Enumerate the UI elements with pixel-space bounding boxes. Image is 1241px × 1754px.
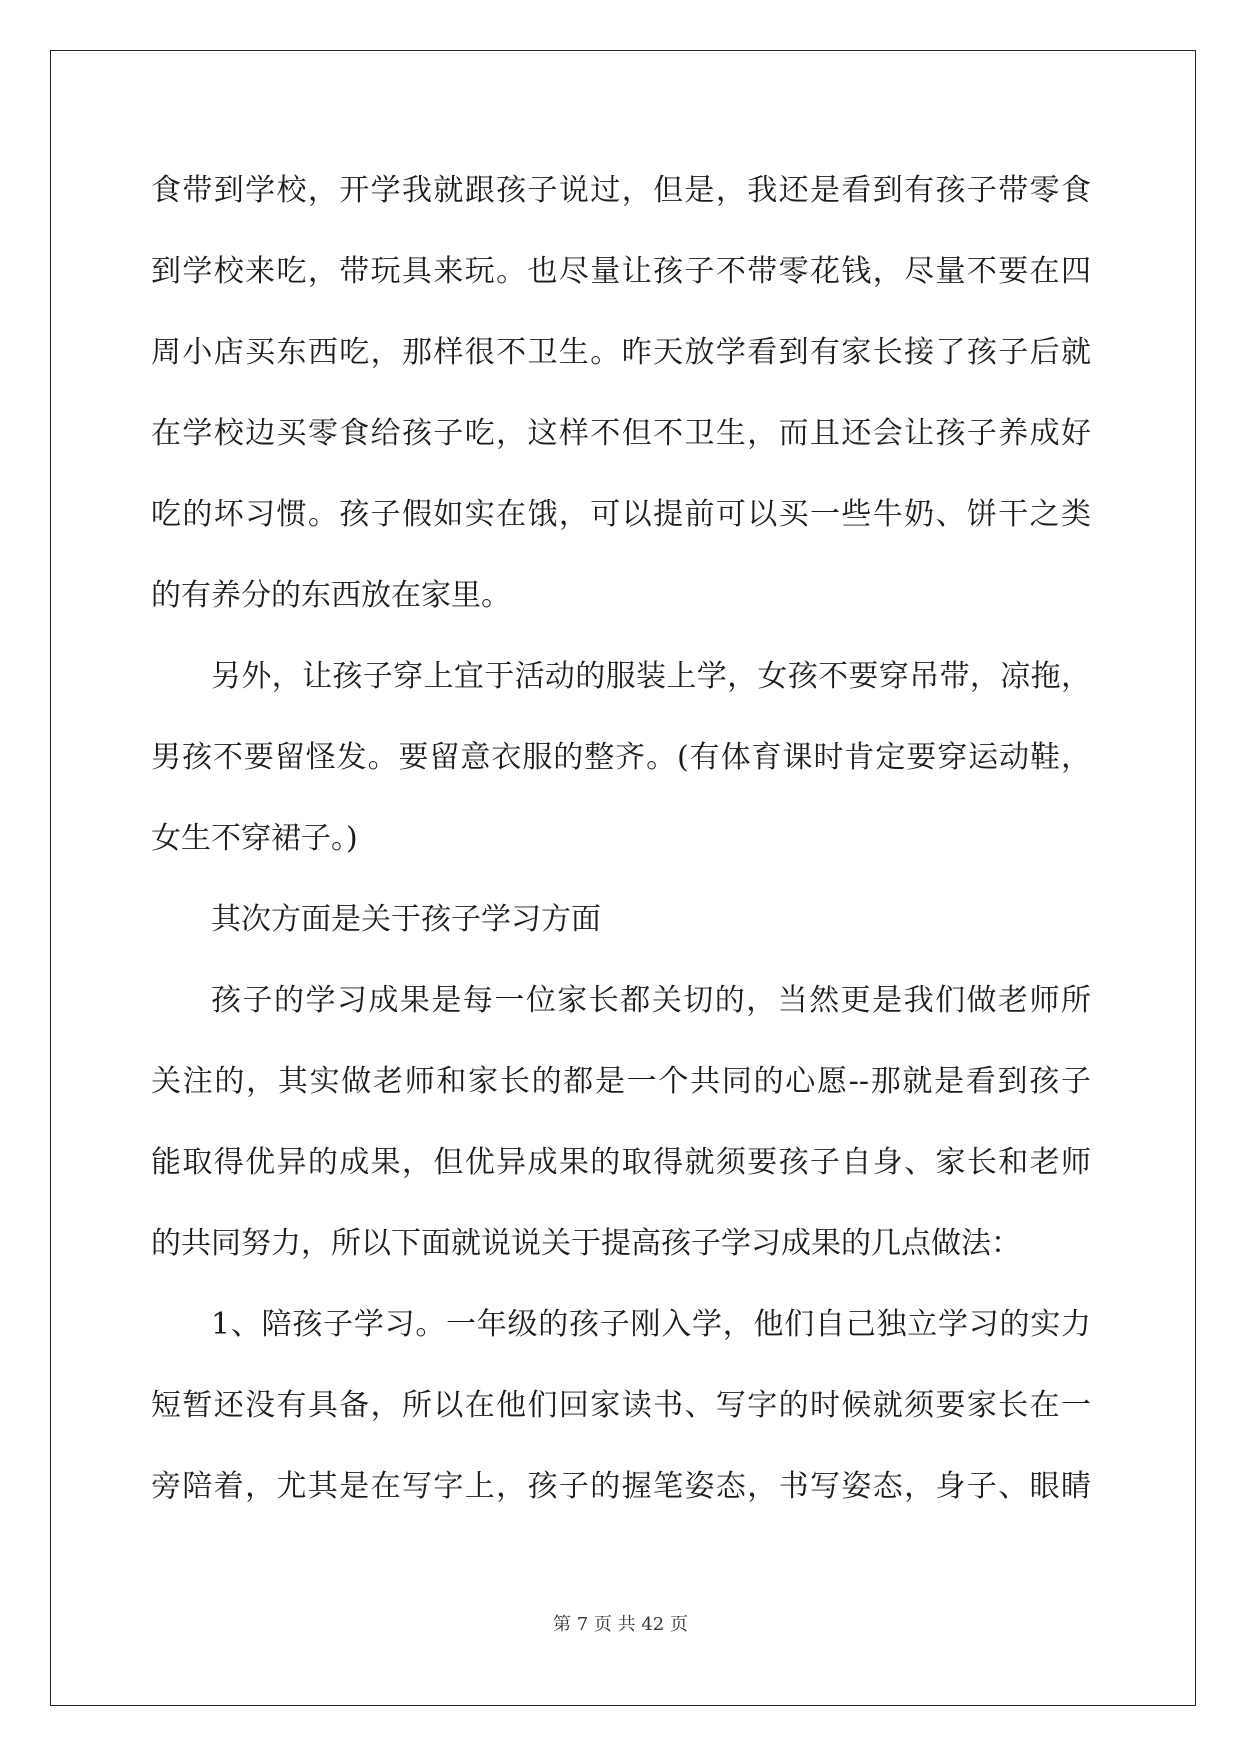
text-line: 旁陪着，尤其是在写字上，孩子的握笔姿态，书写姿态，身子、眼睛: [151, 1469, 1091, 1504]
text-line: 在学校边买零食给孩子吃，这样不但不卫生，而且还会让孩子养成好: [151, 416, 1091, 451]
text-line: 的共同努力，所以下面就说说关于提高孩子学习成果的几点做法：: [151, 1226, 1021, 1261]
document-body: [151, 150, 1091, 1527]
text-line: 到学校来吃，带玩具来玩。也尽量让孩子不带零花钱，尽量不要在四: [151, 254, 1091, 289]
text-line: 关注的，其实做老师和家长的都是一个共同的心愿--那就是看到孩子: [151, 1064, 1091, 1099]
text-line: 短暂还没有具备，所以在他们回家读书、写字的时候就须要家长在一: [151, 1388, 1091, 1423]
text-line: 能取得优异的成果，但优异成果的取得就须要孩子自身、家长和老师: [151, 1145, 1091, 1180]
text-line: 食带到学校，开学我就跟孩子说过，但是，我还是看到有孩子带零食: [151, 173, 1091, 208]
text-line: 男孩不要留怪发。要留意衣服的整齐。(有体育课时肯定要穿运动鞋，: [151, 740, 1091, 775]
text-line: 女生不穿裙子。): [151, 821, 358, 856]
text-line: 周小店买东西吃，那样很不卫生。昨天放学看到有家长接了孩子后就: [151, 335, 1091, 370]
text-line: 的有养分的东西放在家里。: [151, 578, 511, 613]
text-line: 另外，让孩子穿上宜于活动的服装上学，女孩不要穿吊带，凉拖，: [211, 659, 1091, 694]
page-footer: 第 7 页 共 42 页: [553, 1614, 688, 1635]
text-line: 孩子的学习成果是每一位家长都关切的，当然更是我们做老师所: [211, 983, 1091, 1018]
text-line: 其次方面是关于孩子学习方面: [211, 902, 601, 937]
text-line: 吃的坏习惯。孩子假如实在饿，可以提前可以买一些牛奶、饼干之类: [151, 497, 1091, 532]
text-line: 1、陪孩子学习。一年级的孩子刚入学，他们自己独立学习的实力: [211, 1307, 1091, 1342]
